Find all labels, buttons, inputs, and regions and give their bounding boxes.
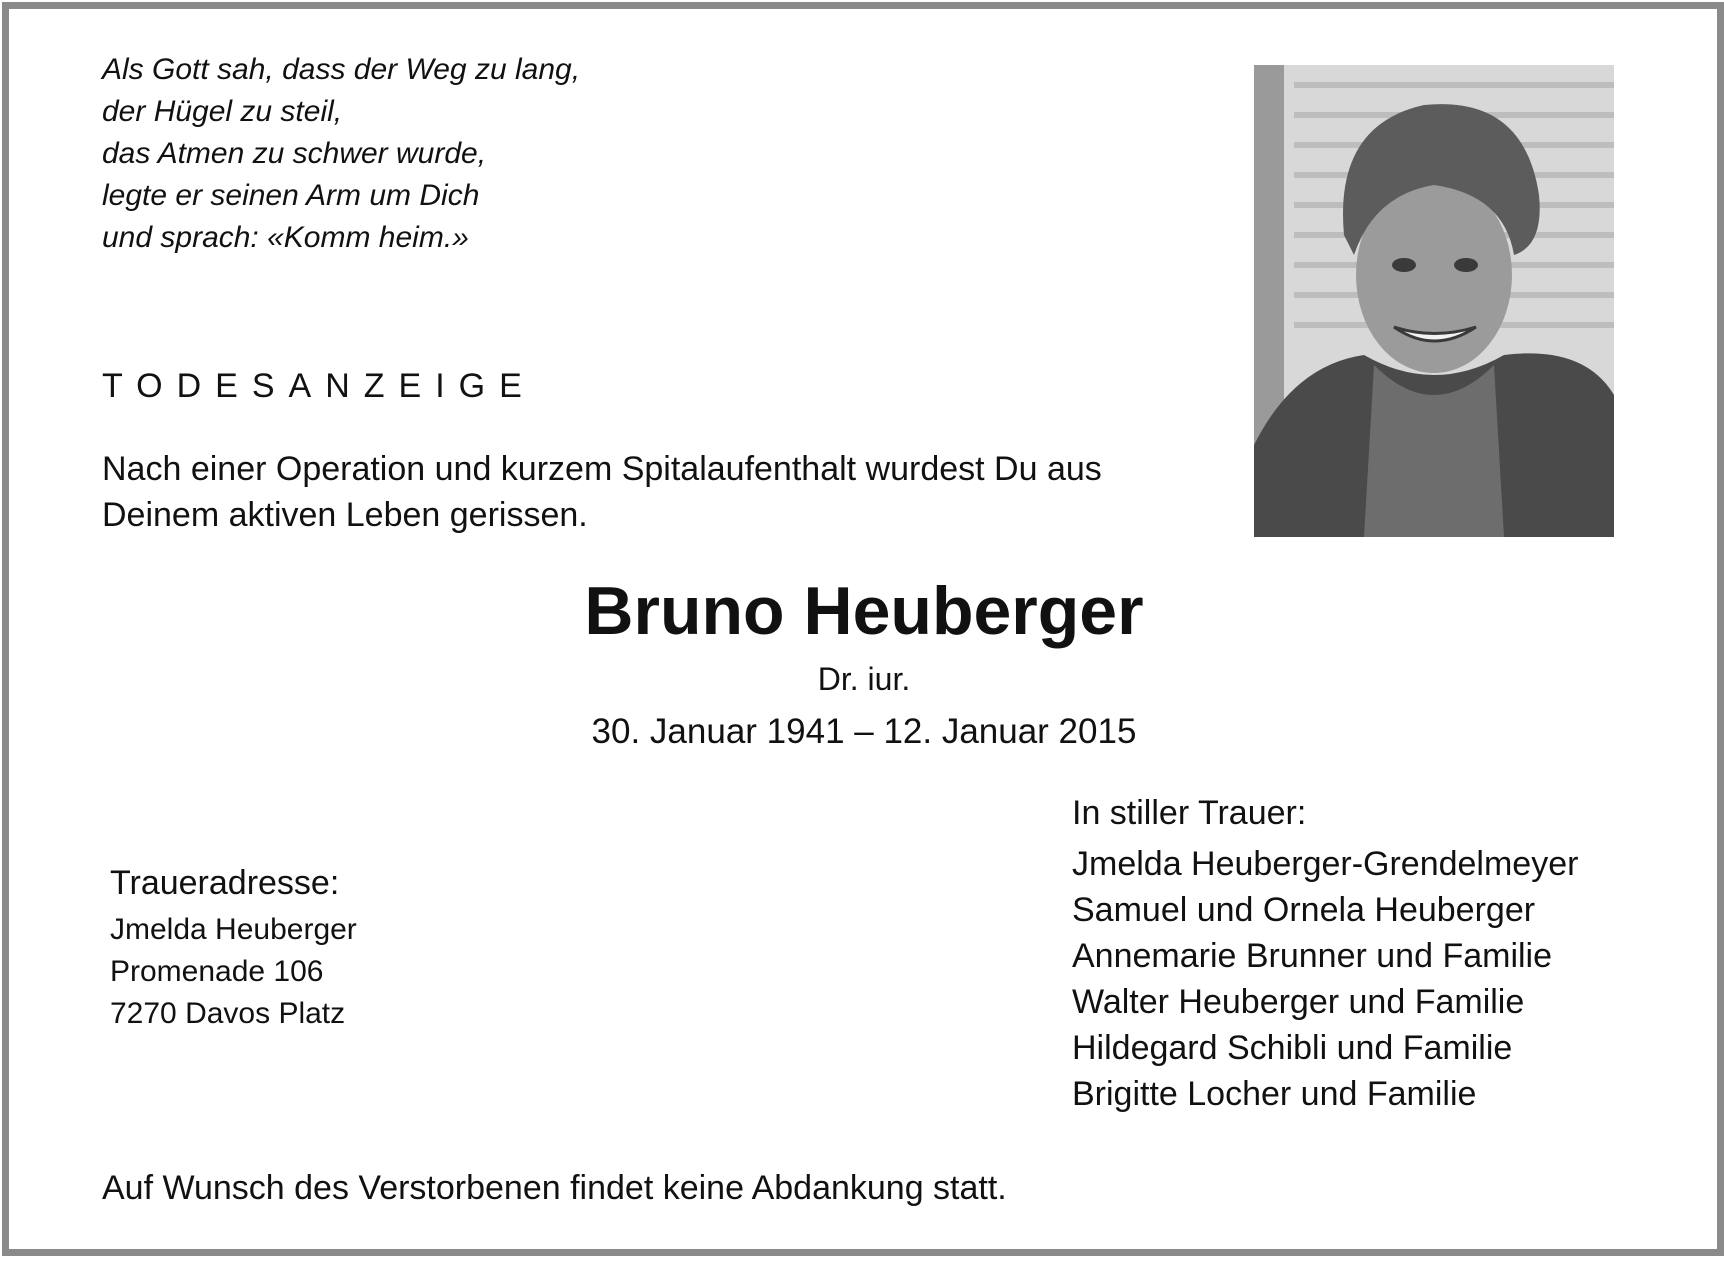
mourning-address [110, 909, 357, 1035]
deceased-title: Dr. iur. [817, 661, 911, 697]
mourners-label: In stiller Trauer: [1072, 794, 1307, 832]
deceased-name: Bruno Heuberger [584, 573, 1144, 649]
obituary-frame [2, 2, 1724, 1256]
address-line: 7270 Davos Platz [110, 997, 346, 1030]
mourners-list [1072, 841, 1578, 1117]
poem-line: der Hügel zu steil, [102, 95, 343, 128]
address-line: Promenade 106 [110, 955, 324, 988]
life-dates: 30. Januar 1941 – 12. Januar 2015 [591, 712, 1137, 751]
mourner-name: Annemarie Brunner und Familie [1072, 937, 1553, 975]
mourner-name: Samuel und Ornela Heuberger [1072, 891, 1536, 929]
intro-text: Nach einer Operation und kurzem Spitalaufenthalt wurdest Du aus Deinem aktiven Leben gerissen. [102, 450, 1102, 534]
address-line: Jmelda Heuberger [110, 913, 357, 946]
footer-note: Auf Wunsch des Verstorbenen findet keine Abdankung statt. [102, 1169, 1007, 1207]
poem-line: das Atmen zu schwer wurde, [102, 137, 487, 170]
mourner-name: Brigitte Locher und Familie [1072, 1075, 1477, 1113]
notice-heading: TODESANZEIGE [102, 367, 536, 405]
portrait-photo [1254, 65, 1614, 537]
poem-line: Als Gott sah, dass der Weg zu lang, [102, 53, 581, 86]
poem-line: und sprach: «Komm heim.» [102, 221, 469, 254]
mourner-name: Hildegard Schibli und Familie [1072, 1029, 1513, 1067]
mourner-name: Jmelda Heuberger-Grendelmeyer [1072, 845, 1579, 883]
mourner-name: Walter Heuberger und Familie [1072, 983, 1525, 1021]
poem-line: legte er seinen Arm um Dich [102, 179, 480, 212]
address-label: Traueradresse: [110, 864, 340, 902]
poem [102, 49, 580, 259]
